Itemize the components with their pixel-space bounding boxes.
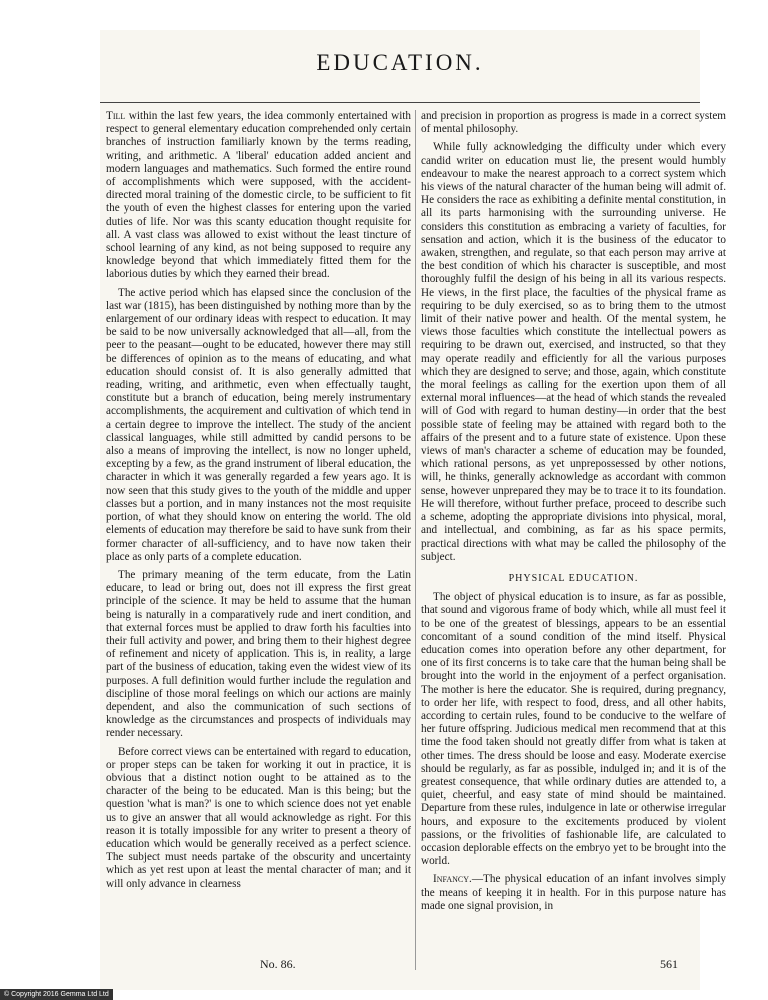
left-column <box>106 110 411 896</box>
copyright-strip: © Copyright 2016 Gemma Ltd Ltd <box>0 989 113 1000</box>
document-title: EDUCATION. <box>316 50 484 75</box>
document-page <box>100 30 726 990</box>
section-heading: PHYSICAL EDUCATION. <box>508 572 639 584</box>
left-paragraph-2: The active period which has elapsed since the conclusion of the last war (1815), has been distinguished by nothing more than by the enlargement of our ordinary ideas with respect to education. It may be said to be now universally acknowledged that all—all, from the peer to the peasant—ought to be educated, however there may still be differences of opinion as to the means of educating, and what education should consist of. It is also generally admitted that reading, writing, and arithmetic, even when effectually taught, constitute but a branch of education, being merely instrumentary accomplishments, the acquirement and cultivation of which tend in a certain degree to improve the intellect. The study of the ancient classical languages, while still admitted by candid persons to be also a means of improving the intellect, is now no longer upheld, excepting by a few, as the grand instrument of liberal education, the character in which it was generally regarded a few years ago. It is now seen that this study gives to the youth of the middle and upper classes but a portion, and in many instances not the most requisite portion, of what they should know on entering the world. The old elements of education may therefore be said to have sunk from their former character of all-sufficiency, and to have now taken their place as only parts of a complete education. <box>106 286 411 563</box>
issue-number: No. 86. <box>260 957 296 971</box>
left-paragraph-1-text: within the last few years, the idea commonly entertained with respect to general elementary education comprehended only certain branches of instruction familiarly known by the terms reading, writing, and arithmetic. A 'liberal' education added ancient and modern languages and mathematics. Such formed the entire round of accomplishments which were supposed, with the accident-directed moral training of the domestic circle, to be sufficient to fit the youth of even the highest classes for entering upon the varied duties of life. Nor was this scanty education thought requisite for all. A vast class was allowed to exist without the least tincture of school learning of any kind, as not being supposed to require any knowledge beyond that which immediately fitted them for the laborious duties by which they earned their bread. <box>106 110 411 281</box>
right-paragraph-1: and precision in proportion as progress is made in a correct system of mental philosophy. <box>421 110 726 136</box>
left-paragraph-1 <box>106 110 411 282</box>
drop-lead-word: Till <box>106 110 126 122</box>
right-paragraph-4 <box>421 873 726 913</box>
left-paragraph-4: Before correct views can be entertained with regard to education, or proper steps can be taken for working it out in practice, it is obvious that a distinct notion ought to be attained as to the character of the being to be educated. Man is this being; but the question 'what is man?' is one to which science does not yet enable us to give an answer that all would acknowledge as right. For this reason it is totally impossible for any writer to present a theory of education which would be generally received as a perfect science. The subject must needs partake of the obscurity and uncertainty which as yet rest upon at least the mental character of man; and it will only advance in clearness <box>106 745 411 890</box>
title-rule <box>100 102 700 103</box>
page-number: 561 <box>660 957 678 971</box>
right-paragraph-2: While fully acknowledging the difficulty under which every candid writer on education must lie, the present would humbly endeavour to make the nearest approach to a correct system which his views of the natural character of the human being will admit of. He considers the race as exhibiting a definite mental constitution, in all its parts harmonising with the surrounding universe. He considers this constitution as embracing a variety of faculties, for sensation and action, which it is the business of the educator to awaken, strengthen, and regulate, so that each person may arrive at the best condition of which his character is susceptible, and most thoroughly fulfil the design of his being in all its various respects. He views, in the first place, the faculties of the physical frame as requiring to be duly exercised, so as to bring them to the utmost limit of their native power and health. Of the mental system, he views those faculties which constitute the intellectual powers as requiring to be drawn out, exercised, and instructed, so that they may operate readily and efficiently for all the various purposes which they are designed to serve; and those, again, which constitute the moral feelings as calling for the exertion upon them of all external moral influences—at the head of which stands the revealed will of God with regard to human destiny—in order that the best possible state of feeling may be attained with regard both to the affairs of the present and to a future state of existence. Upon these views of man's character a scheme of education may be founded, which rational persons, as yet unprepossessed by other notions, will, he thinks, generally acknowledge as accordant with common sense, however unprepared they may be to trace it to its foundation. He will therefore, without further preface, proceed to describe such a scheme, adopting the appropriate divisions into physical, moral, and intellectual, and combining, as far as his space permits, practical directions with what may be called the philosophy of the subject. <box>421 141 726 563</box>
right-paragraph-3: The object of physical education is to insure, as far as possible, that sound and vigorous frame of body which, while all must feel it to be one of the greatest of blessings, appears to be an essential concomitant of a sound condition of the mind itself. Physical education comes into operation before any other department, for one of its first concerns is to take care that the human being shall be brought into the world in the enjoyment of a perfect organisation. The mother is here the educator. She is required, during pregnancy, to order her life, with respect to food, dress, and all other habits, according to certain rules, found to be conducive to the welfare of her future offspring. Judicious medical men recommend that at this time the food taken should not greatly differ from what is taken at other times. The dress should be loose and easy. Moderate exercise should be regularly, as far as possible, indulged in; and it is of the greatest consequence, that while ordinary duties are attended to, a quiet, cheerful, and easy state of mind should be maintained. Departure from these rules, indulgence in late or otherwise irregular hours, and exposure to the excitements produced by violent passions, or the frivolities of fashionable life, are calculated to occasion deplorable effects on the embryo yet to be brought into the world. <box>421 591 726 868</box>
column-divider <box>415 110 416 970</box>
right-paragraph-4-text: —The physical education of an infant involves simply the means of keeping it in health. For in this purpose nature has made one signal provision, in <box>421 873 726 912</box>
right-column <box>421 110 726 918</box>
left-paragraph-3: The primary meaning of the term educate, from the Latin educare, to lead or bring out, does not ill express the first great principle of the science. It may be held to assume that the human being is naturally in a comparatively rude and inert condition, and that external forces must be applied to draw forth his faculties into their full activity and power, and bring them to their highest degree of refinement and nicety of application. This is, in reality, a large part of the business of education, taking even the widest view of its purposes. A full definition would further include the regulation and discipline of those moral feelings on which our actions are mainly dependent, and also the communication of such sections of knowledge as the circumstances and prospects of individuals may render necessary. <box>106 568 411 740</box>
infancy-lead: Infancy. <box>433 873 472 886</box>
